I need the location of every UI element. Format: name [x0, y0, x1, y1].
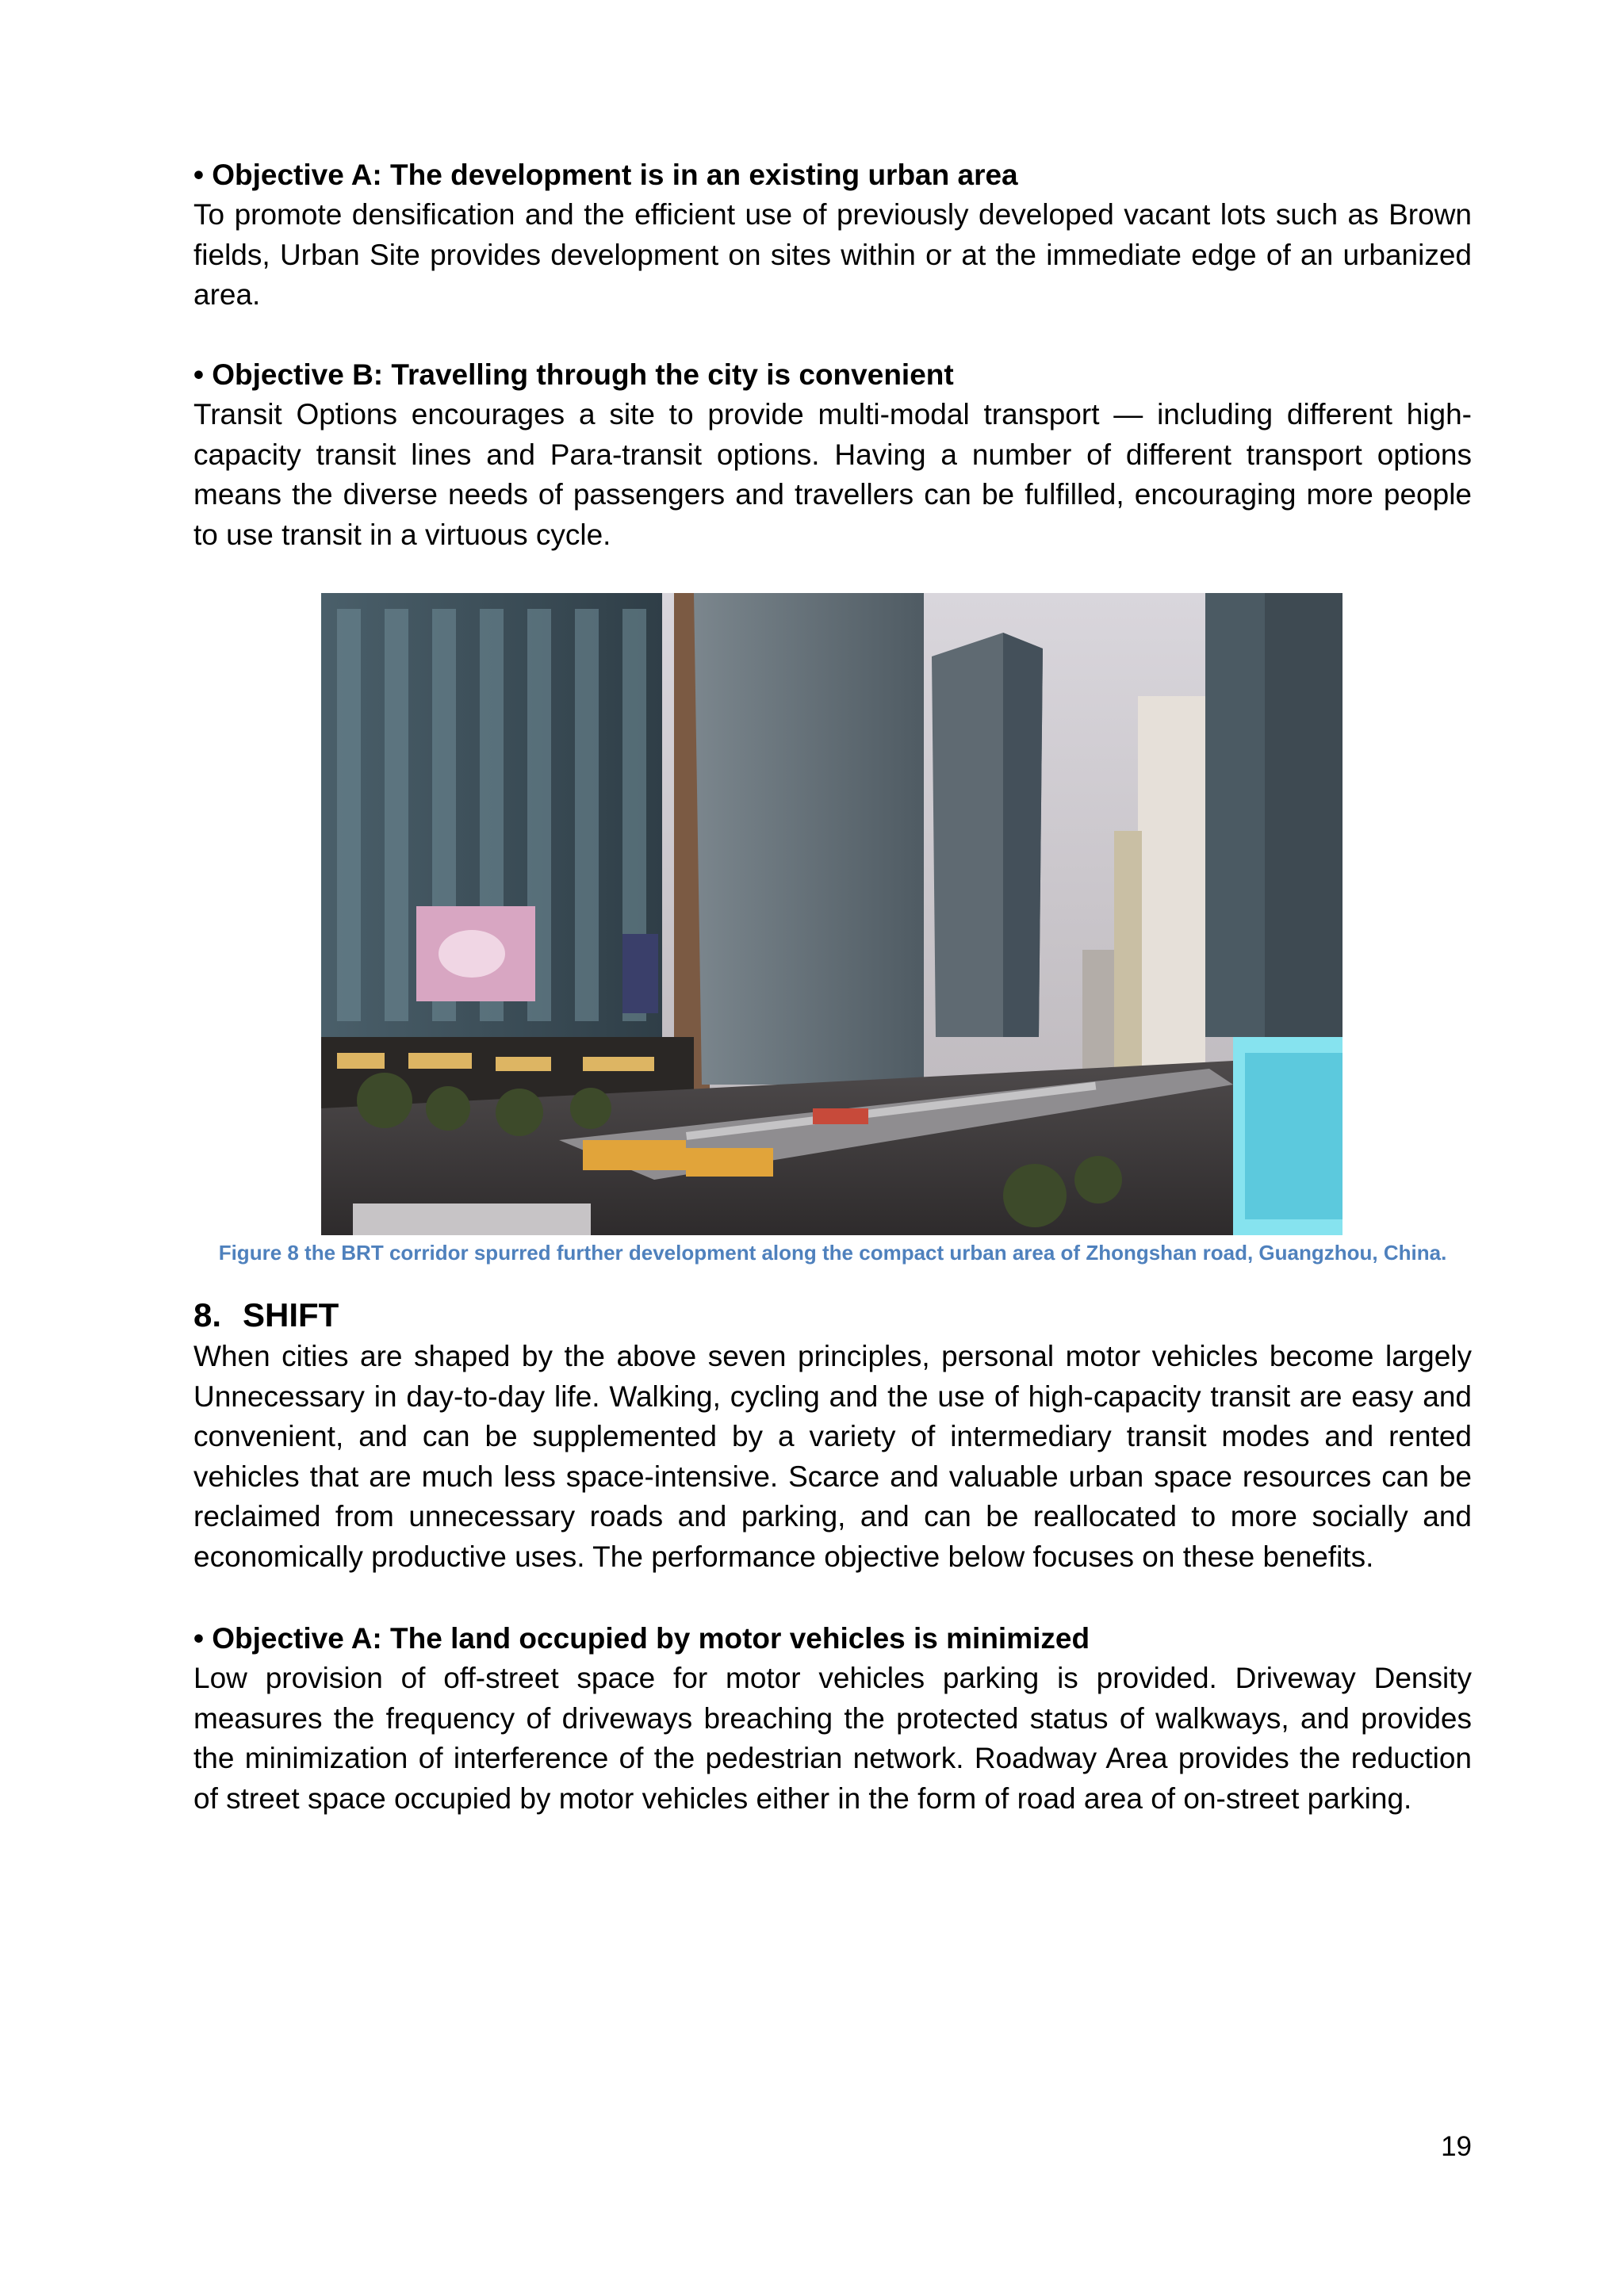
- section-title: SHIFT: [243, 1296, 339, 1334]
- section-heading: [193, 1294, 1472, 1337]
- objective-b-paragraph: Transit Options encourages a site to provide multi-modal transport — including different high-capacity transit lines and Para-transit options. Having a number of different transport options means the diverse needs of passengers and travellers can be fulfilled, encouraging more people to use transit in a virtuous cycle.: [193, 398, 1472, 551]
- figure-caption: Figure 8 the BRT corridor spurred further development along the compact urban area of Zhongshan road, Guangzhou, China.: [218, 1241, 1447, 1265]
- page-number: 19: [1441, 2131, 1472, 2162]
- objective-a-land-section: [193, 1619, 1472, 1819]
- objective-a-land-heading: • Objective A: The land occupied by motor vehicles is minimized: [193, 1622, 1090, 1655]
- objective-a-development-section: [193, 155, 1472, 316]
- section-number: 8.: [193, 1296, 222, 1334]
- objective-b-section: [193, 355, 1472, 555]
- shift-section: [193, 1294, 1472, 1577]
- shift-paragraph: When cities are shaped by the above seven principles, personal motor vehicles become largely Unnecessary in day-to-day life. Walking, cycling and the use of high-capacity transit are easy and convenient, and can be supplemented by a variety of intermediary transit modes and rented vehicles that are much less space-intensive. Scarce and valuable urban space resources can be reclaimed from unnecessary roads and parking, and can be reallocated to more socially and economically productive uses. The performance objective below focuses on these benefits.: [193, 1340, 1472, 1573]
- objective-a-land-paragraph: Low provision of off-street space for motor vehicles parking is provided. Driveway Density measures the frequency of driveways breaching the protected status of walkways, and provides the minimization of interference of the pedestrian network. Roadway Area provides the reduction of street space occupied by motor vehicles either in the form of road area of on-street parking.: [193, 1662, 1472, 1815]
- objective-b-heading: • Objective B: Travelling through the city is convenient: [193, 358, 954, 391]
- brt-corridor-photo: [321, 593, 1342, 1235]
- objective-a-paragraph: To promote densification and the efficient use of previously developed vacant lots such as Brown fields, Urban Site provides development on sites within or at the immediate edge of an urbanized area.: [193, 198, 1472, 311]
- objective-a-heading: • Objective A: The development is in an existing urban area: [193, 159, 1018, 191]
